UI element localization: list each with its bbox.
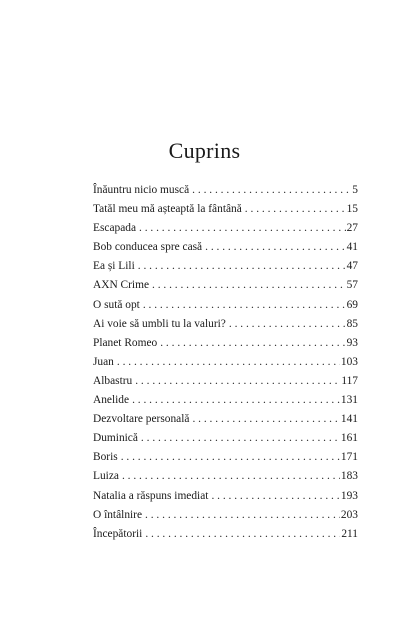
toc-entry-title: O sută opt [93, 298, 140, 311]
dot-leader [192, 181, 351, 200]
dot-leader [192, 410, 339, 429]
toc-entry-title: Ai voie să umbli tu la valuri? [93, 317, 226, 330]
toc-entry-page: 161 [340, 432, 358, 445]
dot-leader [138, 257, 346, 276]
toc-entry-page: 211 [341, 527, 358, 540]
dot-leader [122, 467, 340, 486]
toc-entry-page: 117 [341, 374, 358, 387]
toc-entry-title: Natalia a răspuns imediat [93, 489, 209, 502]
toc-entry-title: O întâlnire [93, 508, 143, 521]
toc-entry-page: 193 [340, 489, 358, 502]
toc-entry-page: 131 [340, 394, 358, 407]
toc-entry [93, 219, 358, 238]
toc-entry-page: 5 [352, 184, 358, 196]
dot-leader [211, 487, 339, 506]
toc-entry-page: 183 [340, 470, 358, 483]
toc-entry [93, 506, 358, 525]
toc-entry [93, 467, 358, 486]
dot-leader [160, 334, 345, 353]
toc-entry [93, 296, 358, 315]
table-of-contents [93, 181, 358, 544]
dot-leader [245, 200, 346, 219]
toc-entry-title: Ea și Lili [93, 260, 135, 273]
toc-entry-page: 27 [346, 222, 358, 235]
toc-entry [93, 257, 358, 276]
toc-entry-page: 93 [346, 336, 358, 349]
toc-entry [93, 525, 358, 544]
toc-entry-title: Juan [93, 355, 114, 368]
toc-entry [93, 181, 358, 200]
toc-entry-title: Planet Romeo [93, 336, 158, 349]
toc-entry-title: Dezvoltare personală [93, 413, 190, 426]
dot-leader [141, 429, 340, 448]
toc-entry-title: Escapada [93, 222, 137, 235]
toc-entry [93, 334, 358, 353]
toc-entry [93, 429, 358, 448]
toc-entry-title: Înăuntru nicio muscă [93, 184, 190, 196]
toc-entry-title: Luiza [93, 470, 119, 483]
toc-entry-page: 103 [340, 355, 358, 368]
toc-entry-title: AXN Crime [93, 279, 149, 292]
toc-entry-title: Tatăl meu mă așteaptă la fântână [93, 203, 242, 216]
toc-entry-page: 141 [340, 413, 358, 426]
toc-entry-page: 47 [346, 260, 358, 273]
toc-entry-page: 85 [346, 317, 358, 330]
dot-leader [132, 391, 340, 410]
dot-leader [145, 506, 340, 525]
toc-entry [93, 448, 358, 467]
toc-entry [93, 410, 358, 429]
toc-entry [93, 372, 358, 391]
dot-leader [229, 315, 346, 334]
toc-entry-page: 171 [340, 451, 358, 464]
dot-leader [135, 372, 340, 391]
toc-entry [93, 353, 358, 372]
toc-entry [93, 276, 358, 295]
toc-entry-title: Albastru [93, 374, 133, 387]
dot-leader [117, 353, 340, 372]
toc-entry-title: Boris [93, 451, 118, 464]
dot-leader [152, 276, 346, 295]
toc-entry [93, 391, 358, 410]
dot-leader [145, 525, 340, 544]
toc-entry-page: 57 [346, 279, 358, 292]
toc-entry [93, 487, 358, 506]
toc-entry-title: Duminică [93, 432, 138, 445]
toc-entry-page: 41 [346, 241, 358, 254]
toc-entry-page: 69 [346, 298, 358, 311]
dot-leader [143, 296, 346, 315]
toc-entry [93, 200, 358, 219]
dot-leader [205, 238, 345, 257]
toc-entry [93, 238, 358, 257]
toc-entry-title: Bob conducea spre casă [93, 241, 203, 254]
toc-entry-page: 203 [340, 508, 358, 521]
dot-leader [139, 219, 346, 238]
page-title: Cuprins [168, 138, 241, 163]
toc-entry [93, 315, 358, 334]
toc-entry-page: 15 [346, 203, 358, 216]
toc-entry-title: Anelide [93, 394, 130, 407]
toc-entry-title: Începătorii [93, 527, 143, 540]
dot-leader [121, 448, 340, 467]
